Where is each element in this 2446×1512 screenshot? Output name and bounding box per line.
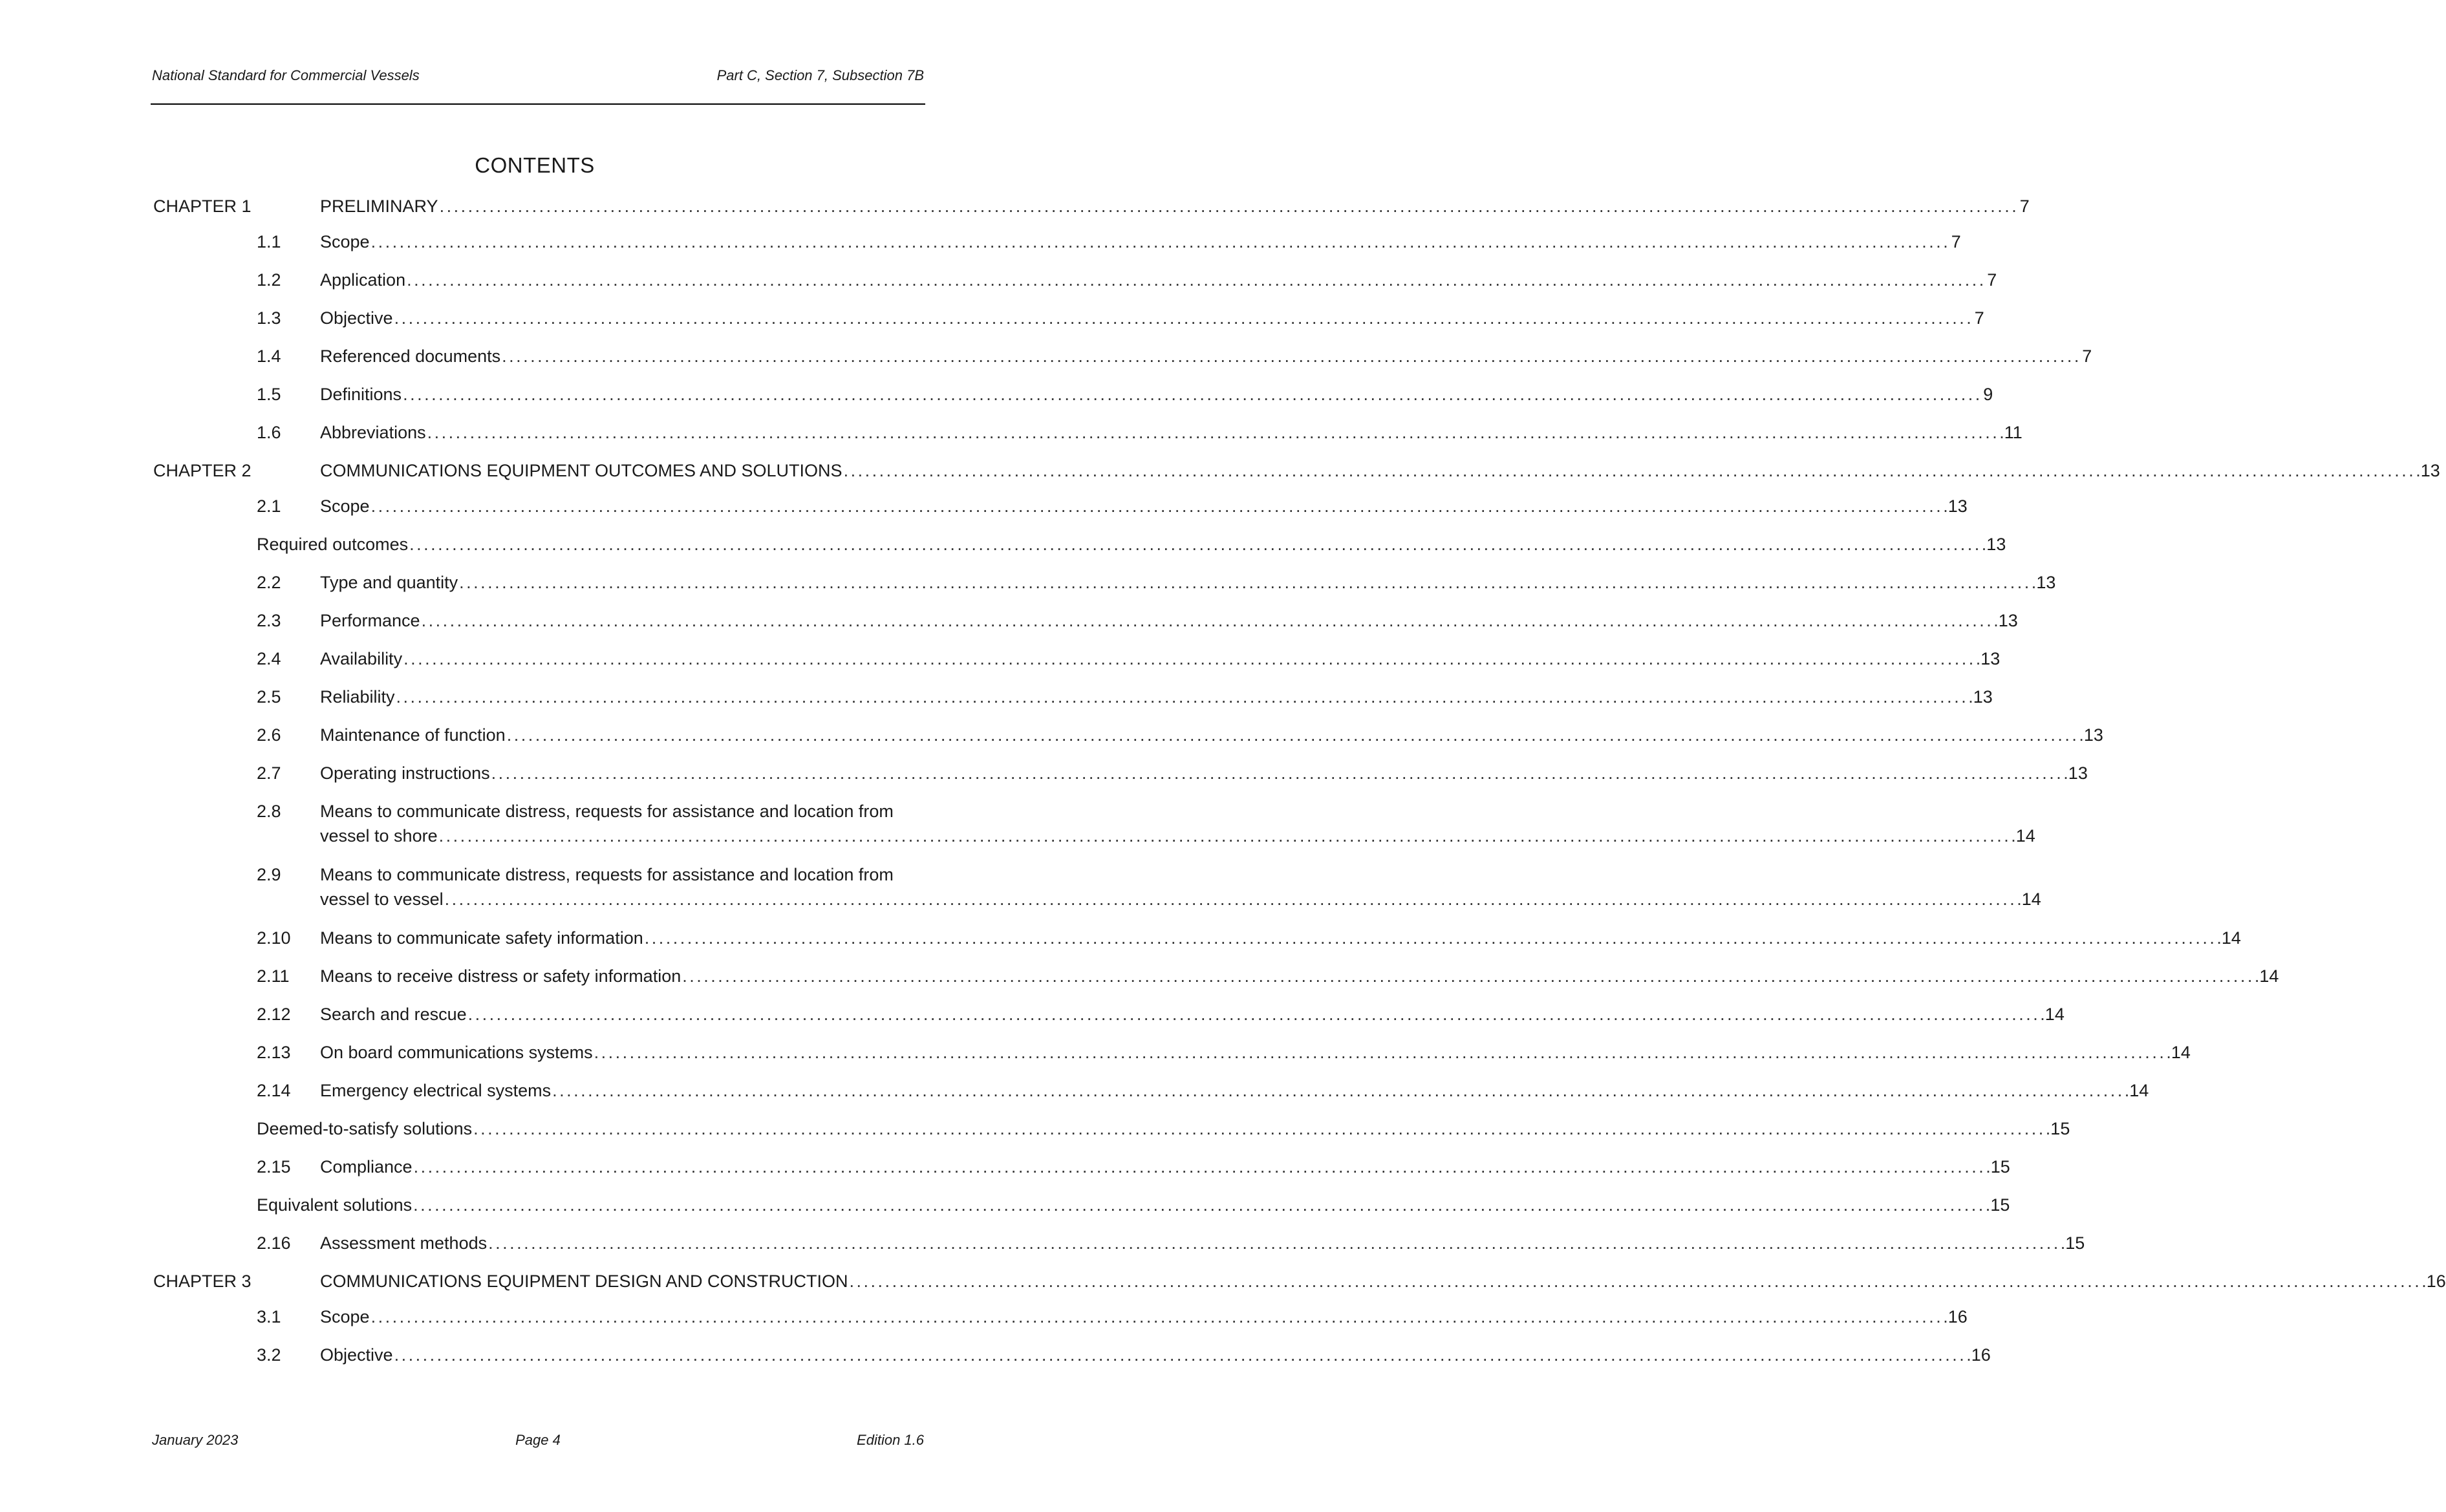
toc-page-number: 7 xyxy=(1987,270,1997,290)
toc-entry-title: Abbreviations xyxy=(320,423,426,442)
table-of-contents xyxy=(153,194,2446,1381)
header-document-title: National Standard for Commercial Vessels xyxy=(152,67,420,83)
toc-entry-title: PRELIMINARY xyxy=(320,197,438,216)
toc-entry-line xyxy=(320,229,1961,254)
toc-page-number: 16 xyxy=(1947,1307,1968,1326)
section-number: 2.6 xyxy=(257,725,281,745)
section-number: 2.16 xyxy=(257,1233,291,1253)
dot-leader xyxy=(403,646,1979,671)
section-number: 1.1 xyxy=(257,232,281,251)
toc-entry xyxy=(320,570,2055,595)
toc-page-number: 15 xyxy=(1990,1195,2010,1215)
toc-section-row[interactable] xyxy=(153,1040,2191,1078)
toc-entry-line xyxy=(320,1078,2149,1103)
dot-leader xyxy=(502,344,2077,368)
toc-section-row[interactable] xyxy=(153,420,2022,458)
toc-heading-row[interactable] xyxy=(153,1193,2010,1231)
toc-entry-title: Means to communicate distress, requests for assistance and location from xyxy=(320,802,894,821)
toc-entry-title: Objective xyxy=(320,308,393,328)
toc-entry xyxy=(320,306,1984,330)
toc-entry-title: Required outcomes xyxy=(257,535,409,554)
dot-leader xyxy=(468,1002,2044,1027)
toc-page-number: 15 xyxy=(2050,1119,2070,1138)
toc-section-row[interactable] xyxy=(153,1231,2085,1269)
toc-entry xyxy=(320,494,1968,518)
dot-leader xyxy=(413,1193,1989,1217)
toc-page-number: 13 xyxy=(1947,496,1968,516)
section-number: 2.10 xyxy=(257,928,291,948)
toc-entry-line xyxy=(320,887,2041,911)
toc-section-row[interactable] xyxy=(153,494,1968,532)
toc-page-number: 13 xyxy=(2068,763,2088,783)
dot-leader xyxy=(427,420,2003,445)
toc-entry xyxy=(320,723,2103,747)
toc-entry-line xyxy=(320,761,2088,785)
chapter-label: CHAPTER 1 xyxy=(153,197,252,216)
chapter-label: CHAPTER 3 xyxy=(153,1272,252,1291)
toc-entry-title: Emergency electrical systems xyxy=(320,1081,552,1100)
toc-page-number: 7 xyxy=(1974,308,1984,328)
toc-page-number: 14 xyxy=(2221,928,2241,948)
dot-leader xyxy=(488,1231,2064,1255)
toc-entry-title: On board communications systems xyxy=(320,1043,593,1062)
toc-page-number: 15 xyxy=(1990,1157,2010,1177)
toc-entry xyxy=(320,344,2092,368)
footer-page-number: Page 4 xyxy=(515,1432,561,1448)
toc-entry xyxy=(320,646,2000,671)
section-number: 2.7 xyxy=(257,763,281,783)
toc-entry-title: Reliability xyxy=(320,687,395,707)
toc-section-row[interactable] xyxy=(153,608,2018,646)
toc-entry-line xyxy=(320,824,2035,848)
toc-entry-line xyxy=(320,926,2241,950)
toc-entry-line xyxy=(320,723,2103,747)
dot-leader xyxy=(594,1040,2170,1065)
toc-entry-line xyxy=(320,1304,1968,1329)
page-header xyxy=(152,67,924,84)
footer-date: January 2023 xyxy=(152,1432,239,1448)
dot-leader xyxy=(440,194,2015,218)
toc-entry-line xyxy=(320,458,2440,483)
section-number: 1.4 xyxy=(257,346,281,366)
toc-entry-line xyxy=(320,1155,2010,1179)
section-number: 2.4 xyxy=(257,649,281,668)
toc-entry-line xyxy=(257,1116,2070,1141)
section-number: 2.9 xyxy=(257,865,281,884)
dot-leader xyxy=(445,887,2021,911)
toc-entry xyxy=(320,862,2041,911)
toc-entry-line xyxy=(320,1002,2065,1027)
toc-entry-title: Assessment methods xyxy=(320,1233,488,1253)
toc-entry xyxy=(320,268,1997,292)
toc-entry xyxy=(320,1231,2085,1255)
toc-section-row[interactable] xyxy=(153,685,1993,723)
toc-entry-title: Maintenance of function xyxy=(320,725,506,745)
toc-page-number: 16 xyxy=(1971,1345,1991,1365)
toc-entry-line xyxy=(320,382,1993,407)
toc-entry xyxy=(320,964,2279,988)
toc-entry xyxy=(320,926,2241,950)
toc-entry xyxy=(320,194,2030,218)
section-number: 3.1 xyxy=(257,1307,281,1326)
toc-entry-title: COMMUNICATIONS EQUIPMENT OUTCOMES AND SOLUTIONS xyxy=(320,461,842,480)
dot-leader xyxy=(371,494,1947,518)
section-number: 2.3 xyxy=(257,611,281,630)
toc-section-row[interactable] xyxy=(153,799,2035,862)
section-number: 2.15 xyxy=(257,1157,291,1177)
toc-entry xyxy=(320,608,2018,633)
toc-entry xyxy=(320,1078,2149,1103)
page-title: CONTENTS xyxy=(475,153,595,177)
toc-entry-line xyxy=(320,494,1968,518)
toc-page-number: 14 xyxy=(2021,889,2041,909)
toc-section-row[interactable] xyxy=(153,1078,2149,1116)
toc-heading-row[interactable] xyxy=(153,532,2006,570)
toc-section-row[interactable] xyxy=(153,646,2001,685)
toc-entry-line xyxy=(320,268,1997,292)
toc-page-number: 13 xyxy=(1986,535,2006,554)
toc-entry-title: Means to receive distress or safety information xyxy=(320,966,681,986)
toc-entry-line xyxy=(320,1040,2191,1065)
toc-entry-title: Objective xyxy=(320,1345,393,1365)
toc-entry-line xyxy=(320,646,2000,671)
toc-entry-title: Search and rescue xyxy=(320,1005,467,1024)
toc-entry xyxy=(320,420,2022,445)
toc-entry-line xyxy=(320,306,1984,330)
toc-entry-line xyxy=(320,862,2041,887)
toc-page-number: 14 xyxy=(2171,1043,2191,1062)
toc-entry-line xyxy=(320,608,2018,633)
toc-entry xyxy=(320,229,1961,254)
toc-entry-title: Operating instructions xyxy=(320,763,490,783)
toc-section-row[interactable] xyxy=(153,1002,2065,1040)
toc-entry-title: Scope xyxy=(320,1307,370,1326)
toc-page-number: 9 xyxy=(1983,385,1993,404)
toc-entry-title: Referenced documents xyxy=(320,346,501,366)
toc-section-row[interactable] xyxy=(153,306,1984,344)
header-part-reference: Part C, Section 7, Subsection 7B xyxy=(716,67,924,83)
dot-leader xyxy=(371,1304,1947,1329)
section-number: 3.2 xyxy=(257,1345,281,1365)
toc-page-number: 11 xyxy=(2004,423,2022,442)
dot-leader xyxy=(439,824,2015,848)
toc-entry-line xyxy=(320,570,2055,595)
dot-leader xyxy=(403,382,1979,407)
dot-leader xyxy=(491,761,2067,785)
dot-leader xyxy=(473,1116,2049,1141)
toc-page-number: 7 xyxy=(2019,197,2030,216)
section-number: 2.11 xyxy=(257,966,290,986)
dot-leader xyxy=(459,570,2035,595)
toc-entry-title: Deemed-to-satisfy solutions xyxy=(257,1119,473,1138)
toc-page-number: 7 xyxy=(1951,232,1961,251)
toc-section-row[interactable] xyxy=(153,723,2103,761)
toc-entry-title: Compliance xyxy=(320,1157,413,1177)
toc-entry xyxy=(320,458,2440,483)
toc-page-number: 7 xyxy=(2082,346,2092,366)
dot-leader xyxy=(414,1155,1990,1179)
toc-entry-title: Means to communicate safety information xyxy=(320,928,643,948)
toc-entry-line xyxy=(320,964,2279,988)
toc-entry xyxy=(320,1269,2446,1294)
toc-chapter-row[interactable] xyxy=(153,194,2030,229)
toc-entry xyxy=(320,1002,2065,1027)
toc-entry-line xyxy=(320,1231,2085,1255)
toc-entry-title: Definitions xyxy=(320,385,402,404)
toc-heading-row[interactable] xyxy=(153,1116,2070,1155)
chapter-label: CHAPTER 2 xyxy=(153,461,252,480)
toc-entry-title: Scope xyxy=(320,496,370,516)
toc-entry-title: vessel to shore xyxy=(320,826,438,846)
dot-leader xyxy=(394,306,1970,330)
toc-section-row[interactable] xyxy=(153,1343,1991,1381)
dot-leader xyxy=(371,229,1947,254)
toc-entry xyxy=(320,685,1993,709)
footer-edition: Edition 1.6 xyxy=(857,1432,924,1448)
dot-leader xyxy=(682,964,2258,988)
toc-entry-title: Type and quantity xyxy=(320,573,458,592)
toc-chapter-row[interactable] xyxy=(153,1269,2446,1304)
toc-entry xyxy=(320,799,2035,848)
toc-entry xyxy=(320,761,2088,785)
toc-section-row[interactable] xyxy=(153,268,1997,306)
toc-page-number: 13 xyxy=(2083,725,2103,745)
dot-leader xyxy=(422,608,1997,633)
toc-entry-title: Application xyxy=(320,270,406,290)
dot-leader xyxy=(507,723,2083,747)
section-number: 2.2 xyxy=(257,573,281,592)
toc-section-row[interactable] xyxy=(153,862,2041,926)
page-footer xyxy=(152,1432,924,1449)
toc-page-number: 14 xyxy=(2044,1005,2065,1024)
dot-leader xyxy=(844,458,2419,483)
toc-section-row[interactable] xyxy=(153,344,2092,382)
toc-entry xyxy=(320,1155,2010,1179)
toc-entry-title: Scope xyxy=(320,232,370,251)
dot-leader xyxy=(552,1078,2128,1103)
toc-section-row[interactable] xyxy=(153,570,2056,608)
toc-page-number: 13 xyxy=(1998,611,2018,630)
toc-entry-line xyxy=(257,1193,2010,1217)
section-number: 2.12 xyxy=(257,1005,291,1024)
section-number: 1.5 xyxy=(257,385,281,404)
dot-leader xyxy=(394,1343,1970,1367)
section-number: 1.3 xyxy=(257,308,281,328)
toc-section-row[interactable] xyxy=(153,926,2241,964)
section-number: 1.6 xyxy=(257,423,281,442)
toc-page-number: 14 xyxy=(2259,966,2279,986)
toc-page-number: 14 xyxy=(2015,826,2035,846)
toc-entry-title: Performance xyxy=(320,611,420,630)
dot-leader xyxy=(645,926,2220,950)
toc-entry xyxy=(320,1040,2191,1065)
toc-section-row[interactable] xyxy=(153,1155,2010,1193)
toc-chapter-row[interactable] xyxy=(153,458,2440,494)
section-number: 1.2 xyxy=(257,270,281,290)
toc-section-row[interactable] xyxy=(153,229,1961,268)
dot-leader xyxy=(409,532,1985,557)
header-divider xyxy=(151,103,925,105)
section-number: 2.1 xyxy=(257,496,281,516)
toc-entry-line xyxy=(320,1343,1991,1367)
toc-entry-line xyxy=(320,344,2092,368)
toc-section-row[interactable] xyxy=(153,761,2088,799)
toc-entry-line xyxy=(320,1269,2446,1294)
toc-section-row[interactable] xyxy=(153,382,1993,420)
toc-entry-title: COMMUNICATIONS EQUIPMENT DESIGN AND CONSTRUCTION xyxy=(320,1272,848,1291)
toc-entry-title: vessel to vessel xyxy=(320,889,444,909)
section-number: 2.14 xyxy=(257,1081,291,1100)
toc-entry xyxy=(320,1343,1991,1367)
toc-entry-line xyxy=(320,799,2035,824)
toc-entry-title: Means to communicate distress, requests for assistance and location from xyxy=(320,865,894,884)
toc-entry xyxy=(257,1193,2010,1217)
toc-entry xyxy=(257,1116,2070,1141)
toc-section-row[interactable] xyxy=(153,964,2279,1002)
toc-entry-title: Availability xyxy=(320,649,403,668)
toc-page-number: 13 xyxy=(1973,687,1993,707)
toc-entry-line xyxy=(320,420,2022,445)
toc-entry-title: Equivalent solutions xyxy=(257,1195,413,1215)
toc-page-number: 13 xyxy=(2420,461,2440,480)
toc-page-number: 15 xyxy=(2065,1233,2085,1253)
toc-entry-line xyxy=(257,532,2006,557)
toc-entry-line xyxy=(320,685,1993,709)
dot-leader xyxy=(850,1269,2425,1294)
section-number: 2.5 xyxy=(257,687,281,707)
toc-entry-line xyxy=(320,194,2030,218)
toc-entry xyxy=(320,382,1993,407)
dot-leader xyxy=(396,685,1972,709)
toc-page-number: 16 xyxy=(2426,1272,2446,1291)
toc-page-number: 13 xyxy=(1980,649,2001,668)
toc-page-number: 13 xyxy=(2036,573,2056,592)
toc-page-number: 14 xyxy=(2129,1081,2149,1100)
section-number: 2.8 xyxy=(257,802,281,821)
dot-leader xyxy=(407,268,1982,292)
toc-section-row[interactable] xyxy=(153,1304,1968,1343)
section-number: 2.13 xyxy=(257,1043,291,1062)
toc-entry xyxy=(257,532,2006,557)
toc-entry xyxy=(320,1304,1968,1329)
